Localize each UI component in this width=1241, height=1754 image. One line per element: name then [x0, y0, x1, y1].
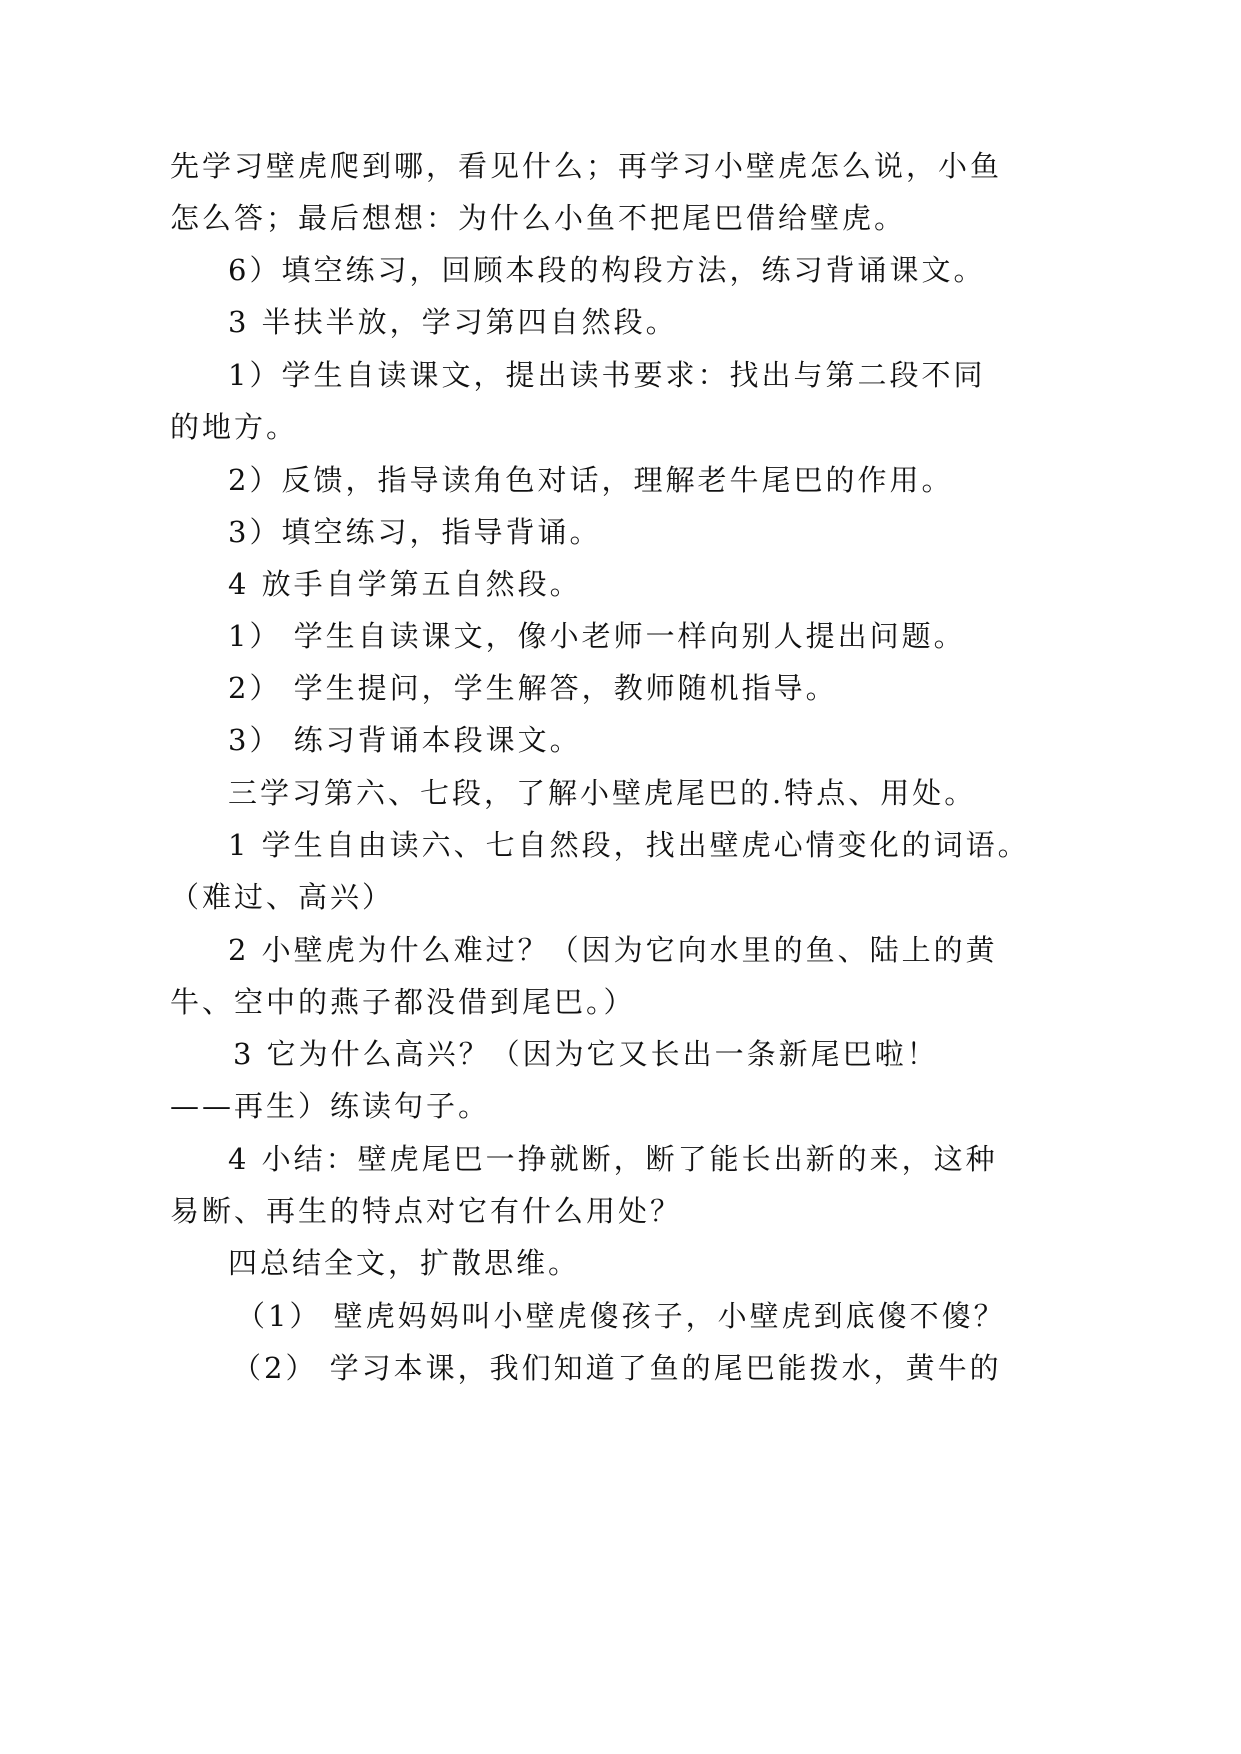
text-line-14: 1 学生自由读六、七自然段，找出壁虎心情变化的词语。 — [228, 828, 1030, 862]
text-line-10: 1） 学生自读课文，像小老师一样向别人提出问题。 — [228, 619, 966, 653]
text-line-1: 先学习壁虎爬到哪，看见什么；再学习小壁虎怎么说，小鱼 — [170, 149, 1003, 183]
text-line-11: 2） 学生提问，学生解答，教师随机指导。 — [228, 671, 838, 705]
text-line-12: 3） 练习背诵本段课文。 — [228, 723, 582, 757]
text-line-18: 3 它为什么高兴？（因为它又长出一条新尾巴啦！ — [233, 1037, 939, 1071]
text-line-15: （难过、高兴） — [170, 880, 395, 914]
text-line-23: （1） 壁虎妈妈叫小壁虎傻孩子，小壁虎到底傻不傻？ — [236, 1299, 1006, 1333]
text-line-24: （2） 学习本课，我们知道了鱼的尾巴能拨水，黄牛的 — [232, 1351, 1002, 1385]
text-line-13: 三学习第六、七段，了解小壁虎尾巴的.特点、用处。 — [228, 776, 977, 810]
text-line-8: 3）填空练习，指导背诵。 — [228, 515, 602, 549]
text-line-20: 4 小结：壁虎尾巴一挣就断，断了能长出新的来，这种 — [228, 1142, 998, 1176]
text-line-3: 6）填空练习，回顾本段的构段方法，练习背诵课文。 — [228, 253, 986, 287]
text-line-5: 1）学生自读课文，提出读书要求：找出与第二段不同 — [228, 358, 986, 392]
text-line-7: 2）反馈，指导读角色对话，理解老牛尾巴的作用。 — [228, 463, 954, 497]
text-line-16: 2 小壁虎为什么难过？（因为它向水里的鱼、陆上的黄 — [228, 933, 998, 967]
text-line-21: 易断、再生的特点对它有什么用处？ — [170, 1194, 683, 1228]
text-line-22: 四总结全文，扩散思维。 — [228, 1246, 581, 1280]
text-line-2: 怎么答；最后想想：为什么小鱼不把尾巴借给壁虎。 — [170, 201, 907, 235]
text-line-17: 牛、空中的燕子都没借到尾巴。） — [170, 985, 636, 1019]
text-line-9: 4 放手自学第五自然段。 — [228, 567, 582, 601]
text-line-6: 的地方。 — [170, 410, 299, 444]
text-line-19: ——再生）练读句子。 — [170, 1089, 491, 1123]
text-line-4: 3 半扶半放，学习第四自然段。 — [228, 305, 678, 339]
